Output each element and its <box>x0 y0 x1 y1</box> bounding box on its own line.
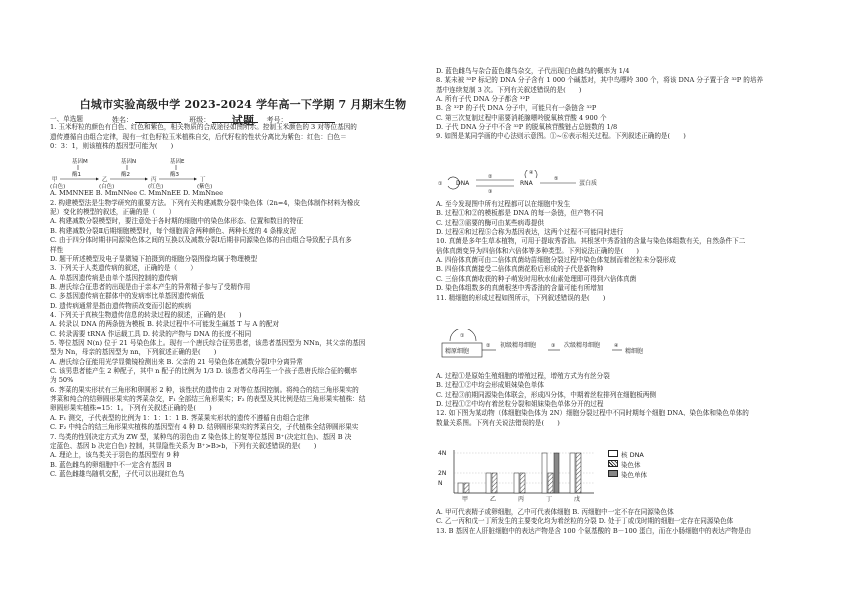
chart-legend <box>608 450 647 480</box>
text-line: D. 过程④和过程⑤合称为基因表达，这两个过程不可能同时进行 <box>436 228 624 237</box>
text-line: C. F₂ 中纯合的结三角形果实植株的基因型有 4 种 D. 结卵圆形果实的荠菜自交，子代植株全结卵圆形果实 <box>50 423 359 432</box>
protein-label: 蛋白质 <box>579 180 598 187</box>
cycle-step-4: ④ <box>614 343 619 349</box>
text-line: C. 该男患者能产生 2 种配子，其中 n 配子的比例为 1/3 D. 该患者父母再生一个孩子患唐氏综合征的概率 <box>50 367 358 376</box>
text-line: D. 子代 DNA 分子中不含 ³²P 的脱氧核苷酸链占总链数的 1/8 <box>436 123 618 132</box>
text-line: 倍体真菌变异为四倍体和六倍体等多种类型。下列说法正确的是( ) <box>436 246 639 255</box>
cycle-step-3: ③ <box>551 343 556 349</box>
gene-n-label: 基因N <box>121 159 137 165</box>
text-line: B. 过程①②中均会形成姐妹染色单体 <box>436 381 544 390</box>
text-line: A. 甲可代表精子或卵细胞，乙中可代表体细胞 B. 丙细胞中一定不存在同源染色体 <box>436 508 674 516</box>
text-line: A. 过程①是原始生殖细胞的增殖过程，增殖方式为有丝分裂 <box>436 372 610 380</box>
cell-sperm: 精细胞 <box>625 348 644 355</box>
text-line: B. 蓝色雌鸟的卵细胞中不一定含有基因 B <box>50 460 172 469</box>
color-jia: (白色) <box>50 184 66 189</box>
cell-secondary: 次级精母细胞 <box>564 342 601 349</box>
bar-染色体 <box>520 473 525 493</box>
legend-chromatid-label: 染色单体 <box>621 471 647 479</box>
bar-染色体 <box>464 483 469 493</box>
text-line: 12. 如下图为某动物（体细胞染色体为 2N）细胞分裂过程中不同时期每个细胞 DNA、染色体和染色单体的 <box>436 409 749 418</box>
text-line: D. 题干所述模型及电子显微镜下拍摄到的细胞分裂图像均属于物理模型 <box>50 254 258 263</box>
legend-item-chromosome <box>608 460 647 470</box>
enzyme-1-label: 酶1 <box>72 172 81 178</box>
text-line: 10. 真菌是多年生草本植物，可用于提取秀香油。其根茎中秀香油的含量与染色体组数有关，自然条件下二 <box>436 237 746 246</box>
text-line: 基中连续复制 3 次。下列有关叙述错误的是( ) <box>436 85 582 94</box>
text-line: A. 唐氏综合征能用光学显微镜检测出来 B. 父亲的 21 号染色体在减数分裂Ⅰ中分离异常 <box>50 357 303 366</box>
x-tick-label: 乙 <box>490 496 497 503</box>
exam-title: 白城市实验高级中学 2023-2024 学年高一下学期 7 月期末生物试题 <box>79 98 407 127</box>
cycle-step-2: ② <box>486 343 491 349</box>
text-line: A. F₁ 测交，子代表型的比例为 1：1：1：1 B. 荠菜果实形状的遗传不遵循自由组合定律 <box>50 413 310 422</box>
bar-染色体 <box>548 473 553 493</box>
text-line: A. 理论上，该鸟类关于羽色的基因型有 9 种 <box>50 451 180 460</box>
text-line: C. 乙一丙和戊一丁所发生的主要变化均为着丝粒的分裂 D. 处于丁或戊时期的细胞一定存在同源染色体 <box>436 517 734 526</box>
node-jia: 甲 <box>52 177 58 183</box>
text-line: D. 遗传病通常是指由遗传物质改变而引起的疾病 <box>50 301 192 310</box>
node-yi: 乙 <box>102 177 108 183</box>
text-line: B. 含 ³²P 的子代 DNA 分子中，可能只有一条链含 ³²P <box>436 104 597 113</box>
text-line: B. 构建减数分裂Ⅱ后期细胞模型时，每个细胞需含两种颜色、两种长度的 4 条橡皮泥 <box>50 226 297 235</box>
spermatogenesis-figure <box>436 329 656 369</box>
text-line: 6. 荠菜的果实形状有三角形和卵圆形 2 种，该性状的遗传由 2 对等位基因控制。将纯合的结三角形果实的 <box>50 385 359 394</box>
text-line: A. 构建减数分裂模型时，要注意处于各时期的细胞中的染色体形态、位置和数目的特征 <box>50 217 303 226</box>
text-line: A. 转录以 DNA 的两条链为模板 B. 转录过程中不可能发生碱基 T 与 A 的配对 <box>50 320 280 329</box>
text-line: 4. 下列关于真核生物遗传信息的转录过程的叙述，正确的是( ) <box>50 310 242 319</box>
bar-核 DNA <box>486 473 491 493</box>
node-bing: 丙 <box>151 177 157 183</box>
color-yi: (白色) <box>99 184 115 189</box>
text-line: D. 蓝色雌鸟与杂合蓝色雄鸟杂交，子代出现白色雌鸟的概率为 1/4 <box>436 67 630 75</box>
text-line: 7. 鸟类的性别决定方式为 ZW 型，某种鸟的羽色由 Z 染色体上的复等位基因 B⁺(决定红色)、基因 B 决 <box>50 432 352 441</box>
text-line: 8. 某未被 ³²P 标记的 DNA 分子含有 1 000 个碱基对，其中鸟嘌呤 300 个，将该 DNA 分子置于含 ³²P 的培养 <box>436 76 764 85</box>
step-2: ② <box>488 174 493 180</box>
legend-item-dna <box>608 450 647 460</box>
section-heading: 一、单选题 <box>50 115 83 123</box>
text-line: C. 第三次复制过程中需要消耗腺嘌呤脱氧核苷酸 4 900 个 <box>436 113 607 122</box>
text-line: 荠菜和纯合的结卵圆形果实的荠菜杂交，F₁ 全部结三角形果实；F₂ 的表型及其比例是结三角形果实植株：结 <box>50 395 366 404</box>
y-tick-label: 2N <box>438 470 447 477</box>
color-ding: (紫色) <box>197 184 213 189</box>
chromosome-bar-chart <box>436 445 606 503</box>
step-5: ⑤ <box>554 176 559 182</box>
bar-染色体 <box>576 453 581 493</box>
x-tick-label: 甲 <box>462 496 469 503</box>
text-line: 13. B 基因在人肝脏细胞中的表达产物是含 100 个氨基酸的 B－100 蛋白，而在小肠细胞中的表达产物是由 <box>436 526 752 535</box>
text-line: 泥）变化的模型的叙述，正确的是（ ） <box>50 208 176 217</box>
text-line: D. 染色体组数多的真菌根茎中秀香油的含量可能有所增加 <box>436 284 604 293</box>
text-line: 3. 下列关于人类遗传病的叙述，正确的是（ ） <box>50 264 197 273</box>
bar-核 DNA <box>458 483 463 493</box>
step-1: ① <box>438 181 443 187</box>
text-line: 定蓝色、基因 b 决定白色) 控制，其显隐性关系为 B⁺>B>b，下列有关叙述错误的是( ) <box>50 441 317 450</box>
text-line: D. 过程①②中均有着丝粒分裂和姐妹染色单体分开的过程 <box>436 400 604 409</box>
bar-染色体 <box>492 473 497 493</box>
text-line: 2. 构建模型法是生物学研究的重要方法。下列有关构建减数分裂中染色体（2n=4，染色体制作材料为橡皮 <box>50 198 361 207</box>
bar-染色单体 <box>554 453 559 493</box>
class-label: 班级： <box>189 116 211 124</box>
legend-item-chromatid <box>608 470 647 480</box>
cell-primary: 初级精母细胞 <box>500 342 537 349</box>
x-tick-label: 丁 <box>546 496 553 503</box>
bar-核 DNA <box>570 453 575 493</box>
text-line: 0：3：1，则该植株的基因型可能为( ) <box>50 142 174 151</box>
text-line: 遗传遵循自由组合定律，现有一红色籽粒玉米植株自交，后代籽粒的性状分离比为紫色：红色：白色＝ <box>50 132 347 141</box>
text-line: C. 三倍体真菌收获的种子萌发时用秋水仙素处理即可得到六倍体真菌 <box>436 274 637 283</box>
bar-核 DNA <box>542 453 547 493</box>
pigment-pathway-figure <box>50 157 240 189</box>
text-line: A. 至今发现图中所有过程都可以在细胞中发生 <box>436 200 571 208</box>
text-line: A. MMNNEE B. MmNNee C. MmNnEE D. MmNnee <box>50 189 224 198</box>
cell-spermatogonium: 精原细胞 <box>445 348 470 355</box>
dna-label: DNA <box>456 180 470 187</box>
legend-dna-label: 核 DNA <box>621 451 644 459</box>
y-tick-label: 4N <box>438 450 447 457</box>
text-line: A. 四倍体真菌可由二倍体真菌幼苗细胞分裂过程中染色体复制而着丝粒未分裂形成 <box>436 256 676 265</box>
text-line: C. 转录需要 tRNA 作运载工具 D. 转录的产物与 DNA 的长度不相同 <box>50 329 252 338</box>
x-tick-label: 戊 <box>574 496 581 503</box>
text-line: 为 50% <box>50 376 74 385</box>
text-line: 1. 玉米籽粒的颜色有白色、红色和紫色，相关物质的合成途径如图所示。控制玉米颜色的 3 对等位基因的 <box>50 123 357 132</box>
text-line: B. 四倍体真菌接受二倍体真菌花粉后形成的子代是新物种 <box>436 265 604 274</box>
x-tick-label: 丙 <box>518 496 525 503</box>
bar-核 DNA <box>514 473 519 493</box>
text-line: 样性 <box>50 245 64 254</box>
node-ding: 丁 <box>200 177 206 183</box>
text-line: B. 过程①和②的模板都是 DNA 的每一条链，但产物不同 <box>436 209 604 218</box>
name-label: 姓名： <box>112 116 133 124</box>
text-line: 9. 如图是某同学画的中心法则示意图。①~⑥表示相关过程。下列叙述正确的是( ) <box>436 132 686 141</box>
id-label: 考号： <box>266 116 288 124</box>
y-tick-label: N <box>438 480 443 487</box>
text-line: C. 多基因遗传病在群体中的发病率比单基因遗传病低 <box>50 292 205 301</box>
gene-m-label: 基因M <box>72 159 88 165</box>
cycle-step-1: ① <box>460 333 465 339</box>
text-line: A. 所有子代 DNA 分子都含 ³²P <box>436 95 530 104</box>
text-line: C. 蓝色雌雄鸟随机交配，子代可以出现红色鸟 <box>50 469 185 478</box>
enzyme-2-label: 酶2 <box>121 172 130 178</box>
rna-label: RNA <box>520 180 533 187</box>
text-line: 数量关系图。下列有关说法错误的是( ) <box>436 418 560 427</box>
text-line: C. 过程③前期同源染色体联会，形成四分体，中期着丝粒排列在细胞板两侧 <box>436 390 657 399</box>
text-line: 型为 Nn，母亲的基因型为 nn，下列叙述正确的是( ) <box>50 348 217 357</box>
central-dogma-figure <box>436 170 616 194</box>
step-3: ③ <box>488 189 493 194</box>
text-line: A. 单基因遗传病是由单个基因控制的遗传病 <box>50 273 178 282</box>
text-line: 11. 精细胞的形成过程如图所示，下列叙述错误的是( ) <box>436 293 606 302</box>
gene-e-label: 基因E <box>170 159 185 165</box>
legend-chromosome-label: 染色体 <box>621 461 641 469</box>
color-bing: (红色) <box>148 184 164 189</box>
text-line: 5. 等位基因 N(n) 位于 21 号染色体上。现有一个唐氏综合征男患者，该患者基因型为 NNn，其父亲的基因 <box>50 339 366 347</box>
step-4: ④ <box>529 170 534 176</box>
text-line: 卵圆形果实植株=15：1。下列有关叙述正确的是( ) <box>50 404 212 413</box>
text-line: C. 过程③需要的酶可由某些病毒提供 <box>436 218 544 227</box>
text-line: C. 由于四分体时期非同源染色体之间的互换以及减数分裂Ⅰ后期非同源染色体的自由组合导致配子具有多 <box>50 236 352 245</box>
text-line: B. 唐氏综合征患者的出现是由于亲本产生的异常精子参与了受精作用 <box>50 282 251 291</box>
enzyme-3-label: 酶3 <box>170 172 179 178</box>
